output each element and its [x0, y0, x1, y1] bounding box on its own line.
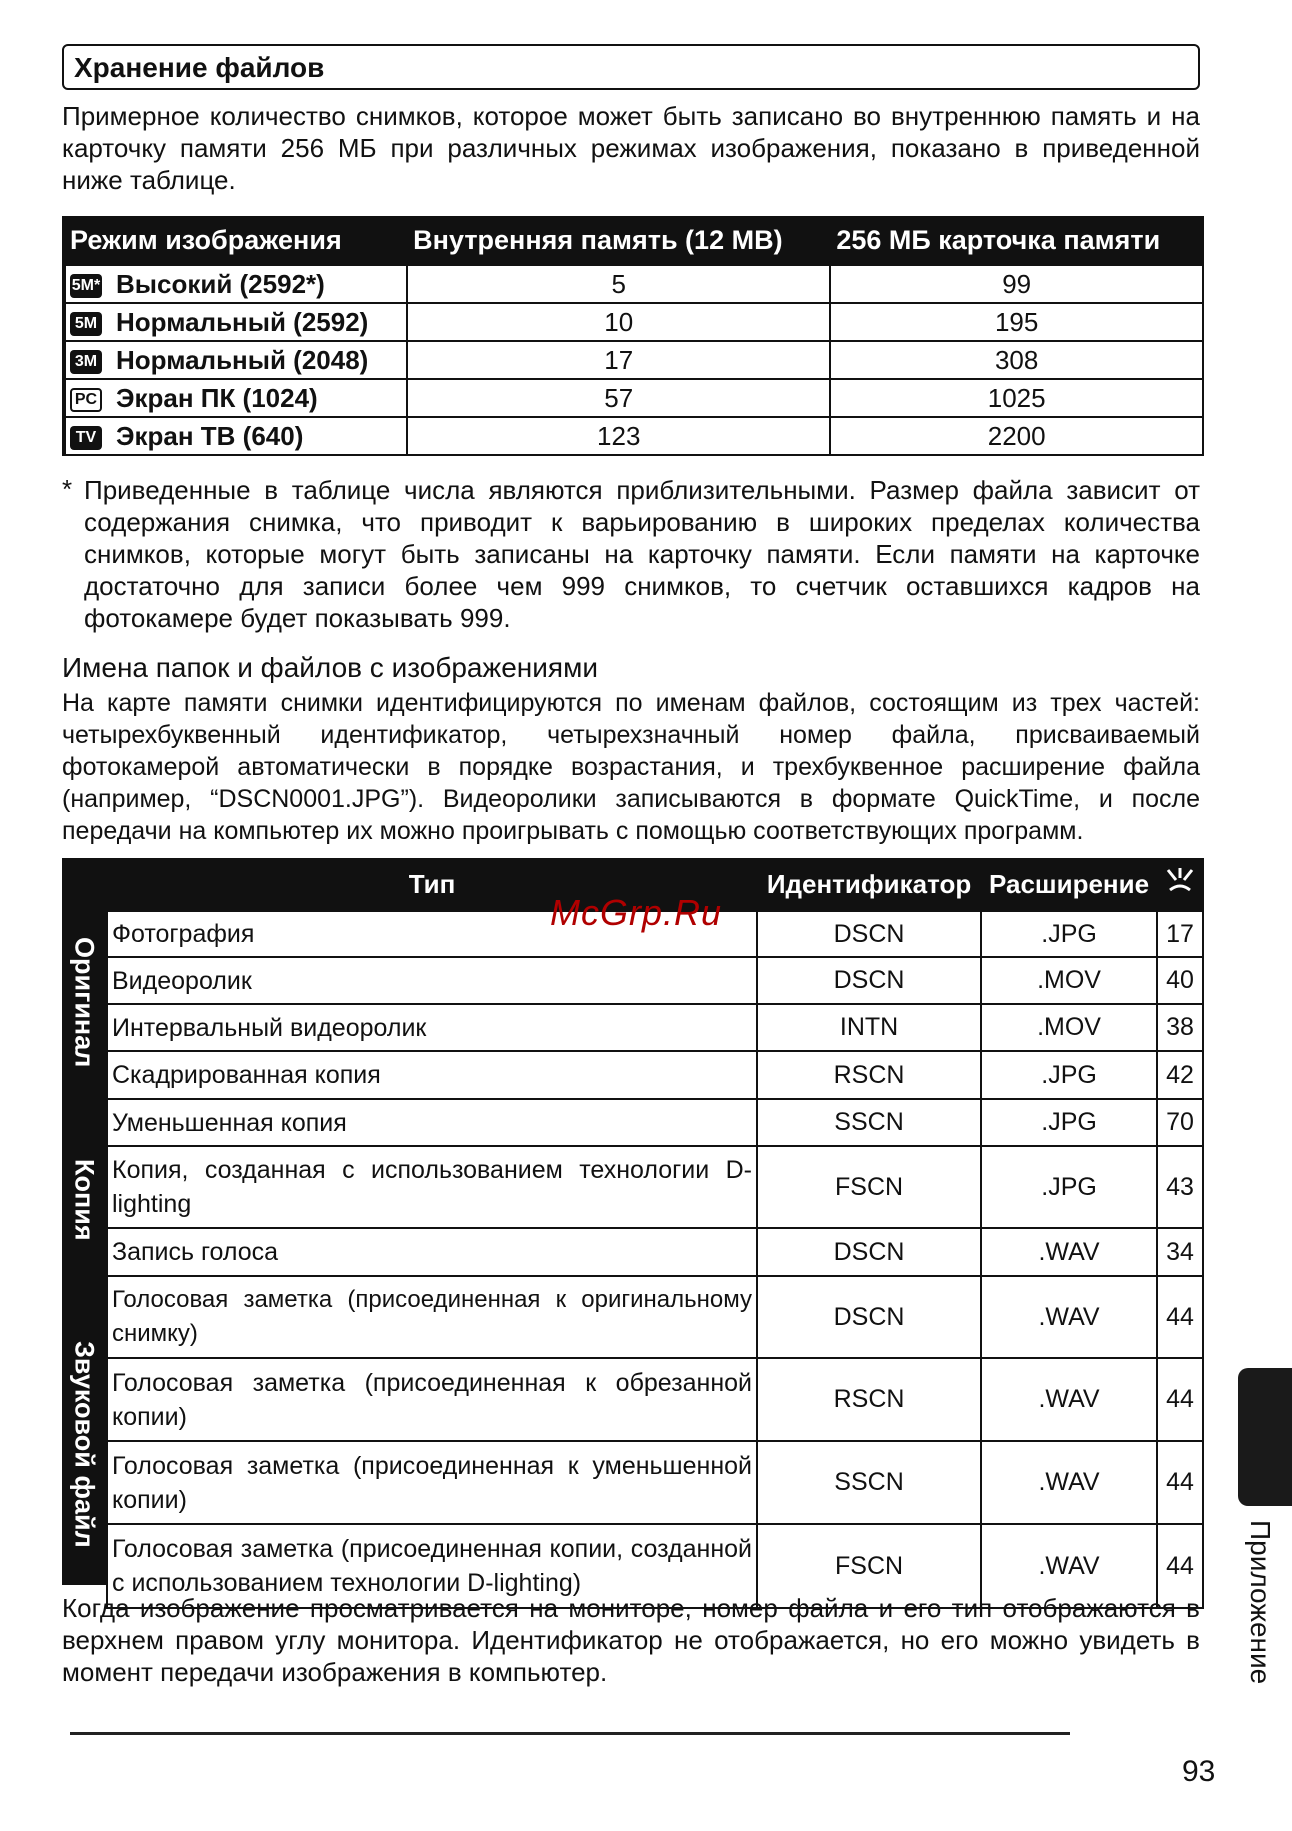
identifier-cell: SSCN	[757, 1441, 981, 1524]
mode-cell	[64, 265, 407, 303]
internal-count: 57	[407, 379, 830, 417]
card-count: 308	[830, 341, 1203, 379]
identifier-cell: SSCN	[757, 1099, 981, 1146]
col-type: Тип	[408, 868, 456, 899]
identifier-cell: FSCN	[757, 1146, 981, 1228]
side-tab-marker	[1238, 1368, 1292, 1506]
identifier-cell: RSCN	[757, 1051, 981, 1099]
extension-cell: .WAV	[981, 1276, 1157, 1358]
intro-paragraph: Примерное количество снимков, которое может быть записано во внутреннюю память и на карточку памяти 256 МБ при различных режимах изображения, показано в приведенной ниже таблице.	[62, 101, 1200, 195]
footnote-marker: *	[62, 474, 73, 504]
watermark: McGrp.Ru	[550, 892, 723, 933]
capacity-table	[62, 216, 1204, 456]
page-ref-cell: 34	[1157, 1228, 1203, 1276]
page-ref-cell: 44	[1157, 1441, 1203, 1524]
page-ref-cell: 40	[1157, 957, 1203, 1004]
type-cell: Интервальный видеоролик	[107, 1004, 757, 1051]
section-header	[62, 44, 1200, 90]
card-count: 2200	[830, 417, 1203, 455]
type-cell: Копия, созданная с использованием технологии D-lighting	[107, 1146, 757, 1228]
table-row	[107, 957, 1203, 1004]
mode-cell	[64, 417, 407, 455]
identifier-cell: FSCN	[757, 1524, 981, 1608]
internal-count: 123	[407, 417, 830, 455]
extension-cell: .WAV	[981, 1228, 1157, 1276]
table-row	[107, 1099, 1203, 1146]
table-row	[64, 417, 1203, 455]
type-cell: Фотография	[107, 911, 757, 957]
type-cell: Голосовая заметка (присоединенная к оригинальному снимку)	[107, 1276, 757, 1358]
identifier-cell: DSCN	[757, 1276, 981, 1358]
identifier-cell: INTN	[757, 1004, 981, 1051]
extension-cell: .JPG	[981, 1051, 1157, 1099]
extension-cell: .WAV	[981, 1358, 1157, 1441]
table-row	[107, 1004, 1203, 1051]
table-row	[64, 379, 1203, 417]
col-card: 256 МБ карточка памяти	[836, 224, 1161, 255]
image-mode-icon: TV	[70, 426, 102, 450]
identifier-cell: DSCN	[757, 911, 981, 957]
mode-label: Нормальный (2048)	[116, 344, 369, 375]
identifier-cell: DSCN	[757, 1228, 981, 1276]
group-label-sound: Звуковой файл	[69, 1340, 100, 1548]
side-section-label: Приложение	[1245, 1520, 1276, 1685]
type-cell: Скадрированная копия	[107, 1051, 757, 1099]
mode-cell	[64, 303, 407, 341]
mode-cell	[64, 341, 407, 379]
table-row	[107, 1146, 1203, 1228]
page-ref-cell: 44	[1157, 1276, 1203, 1358]
extension-cell: .MOV	[981, 957, 1157, 1004]
page-ref-cell: 44	[1157, 1524, 1203, 1608]
table-row	[107, 1228, 1203, 1276]
identifier-cell: DSCN	[757, 957, 981, 1004]
type-cell: Голосовая заметка (присоединенная к обрезанной копии)	[107, 1358, 757, 1441]
file-types-table	[62, 858, 1204, 1597]
card-count: 1025	[830, 379, 1203, 417]
divider	[70, 1732, 1070, 1735]
mode-label: Экран ПК (1024)	[116, 382, 318, 413]
type-cell: Видеоролик	[107, 957, 757, 1004]
col-internal: Внутренняя память (12 MB)	[413, 224, 783, 255]
col-identifier: Идентификатор	[766, 868, 972, 899]
table-row	[64, 265, 1203, 303]
table-row	[64, 341, 1203, 379]
extension-cell: .JPG	[981, 1099, 1157, 1146]
extension-cell: .JPG	[981, 1146, 1157, 1228]
table-row	[107, 1276, 1203, 1358]
names-paragraph: На карте памяти снимки идентифицируются по именам файлов, состоящим из трех частей: четырехбуквенный идентификатор, четырехзначный номер файла, присваиваемый фотокамерой автоматически в порядке возрастания, и трехбуквенное расширение файла (например, “DSCN0001.JPG”). Видеоролики записываются в формате QuickTime, и после передачи на компьютер их можно проигрывать с помощью соответствующих программ.	[62, 689, 1200, 845]
table-row	[107, 1051, 1203, 1099]
type-cell: Голосовая заметка (присоединенная к уменьшенной копии)	[107, 1441, 757, 1524]
mode-cell	[64, 379, 407, 417]
type-cell: Запись голоса	[107, 1228, 757, 1276]
extension-cell: .MOV	[981, 1004, 1157, 1051]
page-ref-cell: 44	[1157, 1358, 1203, 1441]
type-cell: Голосовая заметка (присоединенная копии, созданной с использованием технологии D-lighting)	[107, 1524, 757, 1608]
internal-count: 5	[407, 265, 830, 303]
table-row	[107, 1358, 1203, 1441]
group-label-original: Оригинал	[69, 936, 100, 1068]
table-row	[107, 1441, 1203, 1524]
page-ref-cell: 17	[1157, 911, 1203, 957]
card-count: 195	[830, 303, 1203, 341]
col-mode: Режим изображения	[70, 224, 342, 255]
identifier-cell: RSCN	[757, 1358, 981, 1441]
extension-cell: .WAV	[981, 1524, 1157, 1608]
section-title: Хранение файлов	[74, 52, 325, 83]
capacity-table-header	[64, 216, 1203, 265]
image-mode-icon: 3M	[70, 350, 102, 374]
closing-paragraph: Когда изображение просматривается на мониторе, номер файла и его тип отображаются в верхнем правом углу монитора. Идентификатор не отображается, но его можно увидеть в момент передачи изображения в компьютер.	[62, 1593, 1200, 1687]
mode-label: Высокий (2592*)	[116, 268, 325, 299]
footnote	[62, 474, 1200, 634]
page-ref-cell: 38	[1157, 1004, 1203, 1051]
table-row	[64, 303, 1203, 341]
image-mode-icon: PC	[70, 388, 102, 412]
page-ref-icon	[1157, 858, 1203, 911]
file-types-grid	[106, 858, 1204, 1609]
mode-label: Экран ТВ (640)	[116, 420, 304, 451]
image-mode-icon: 5M*	[70, 274, 102, 298]
page-ref-cell: 70	[1157, 1099, 1203, 1146]
image-mode-icon: 5M	[70, 312, 102, 336]
footnote-text: Приведенные в таблице числа являются приблизительными. Размер файла зависит от содержания снимка, что приводит к варьированию в широких пределах количества снимков, которые могут быть записаны на карточку памяти. Если памяти на карточке достаточно для записи более чем 999 снимков, то счетчик оставшихся кадров на фотокамере будет показывать 999.	[84, 475, 1200, 633]
page-ref-cell: 43	[1157, 1146, 1203, 1228]
page-number: 93	[1182, 1755, 1216, 1788]
extension-cell: .WAV	[981, 1441, 1157, 1524]
subheading: Имена папок и файлов с изображениями	[62, 652, 598, 683]
internal-count: 10	[407, 303, 830, 341]
extension-cell: .JPG	[981, 911, 1157, 957]
mode-label: Нормальный (2592)	[116, 306, 369, 337]
type-cell: Уменьшенная копия	[107, 1099, 757, 1146]
page-ref-cell: 42	[1157, 1051, 1203, 1099]
card-count: 99	[830, 265, 1203, 303]
internal-count: 17	[407, 341, 830, 379]
col-extension: Расширение	[989, 868, 1150, 899]
group-label-copy: Копия	[69, 1158, 100, 1241]
